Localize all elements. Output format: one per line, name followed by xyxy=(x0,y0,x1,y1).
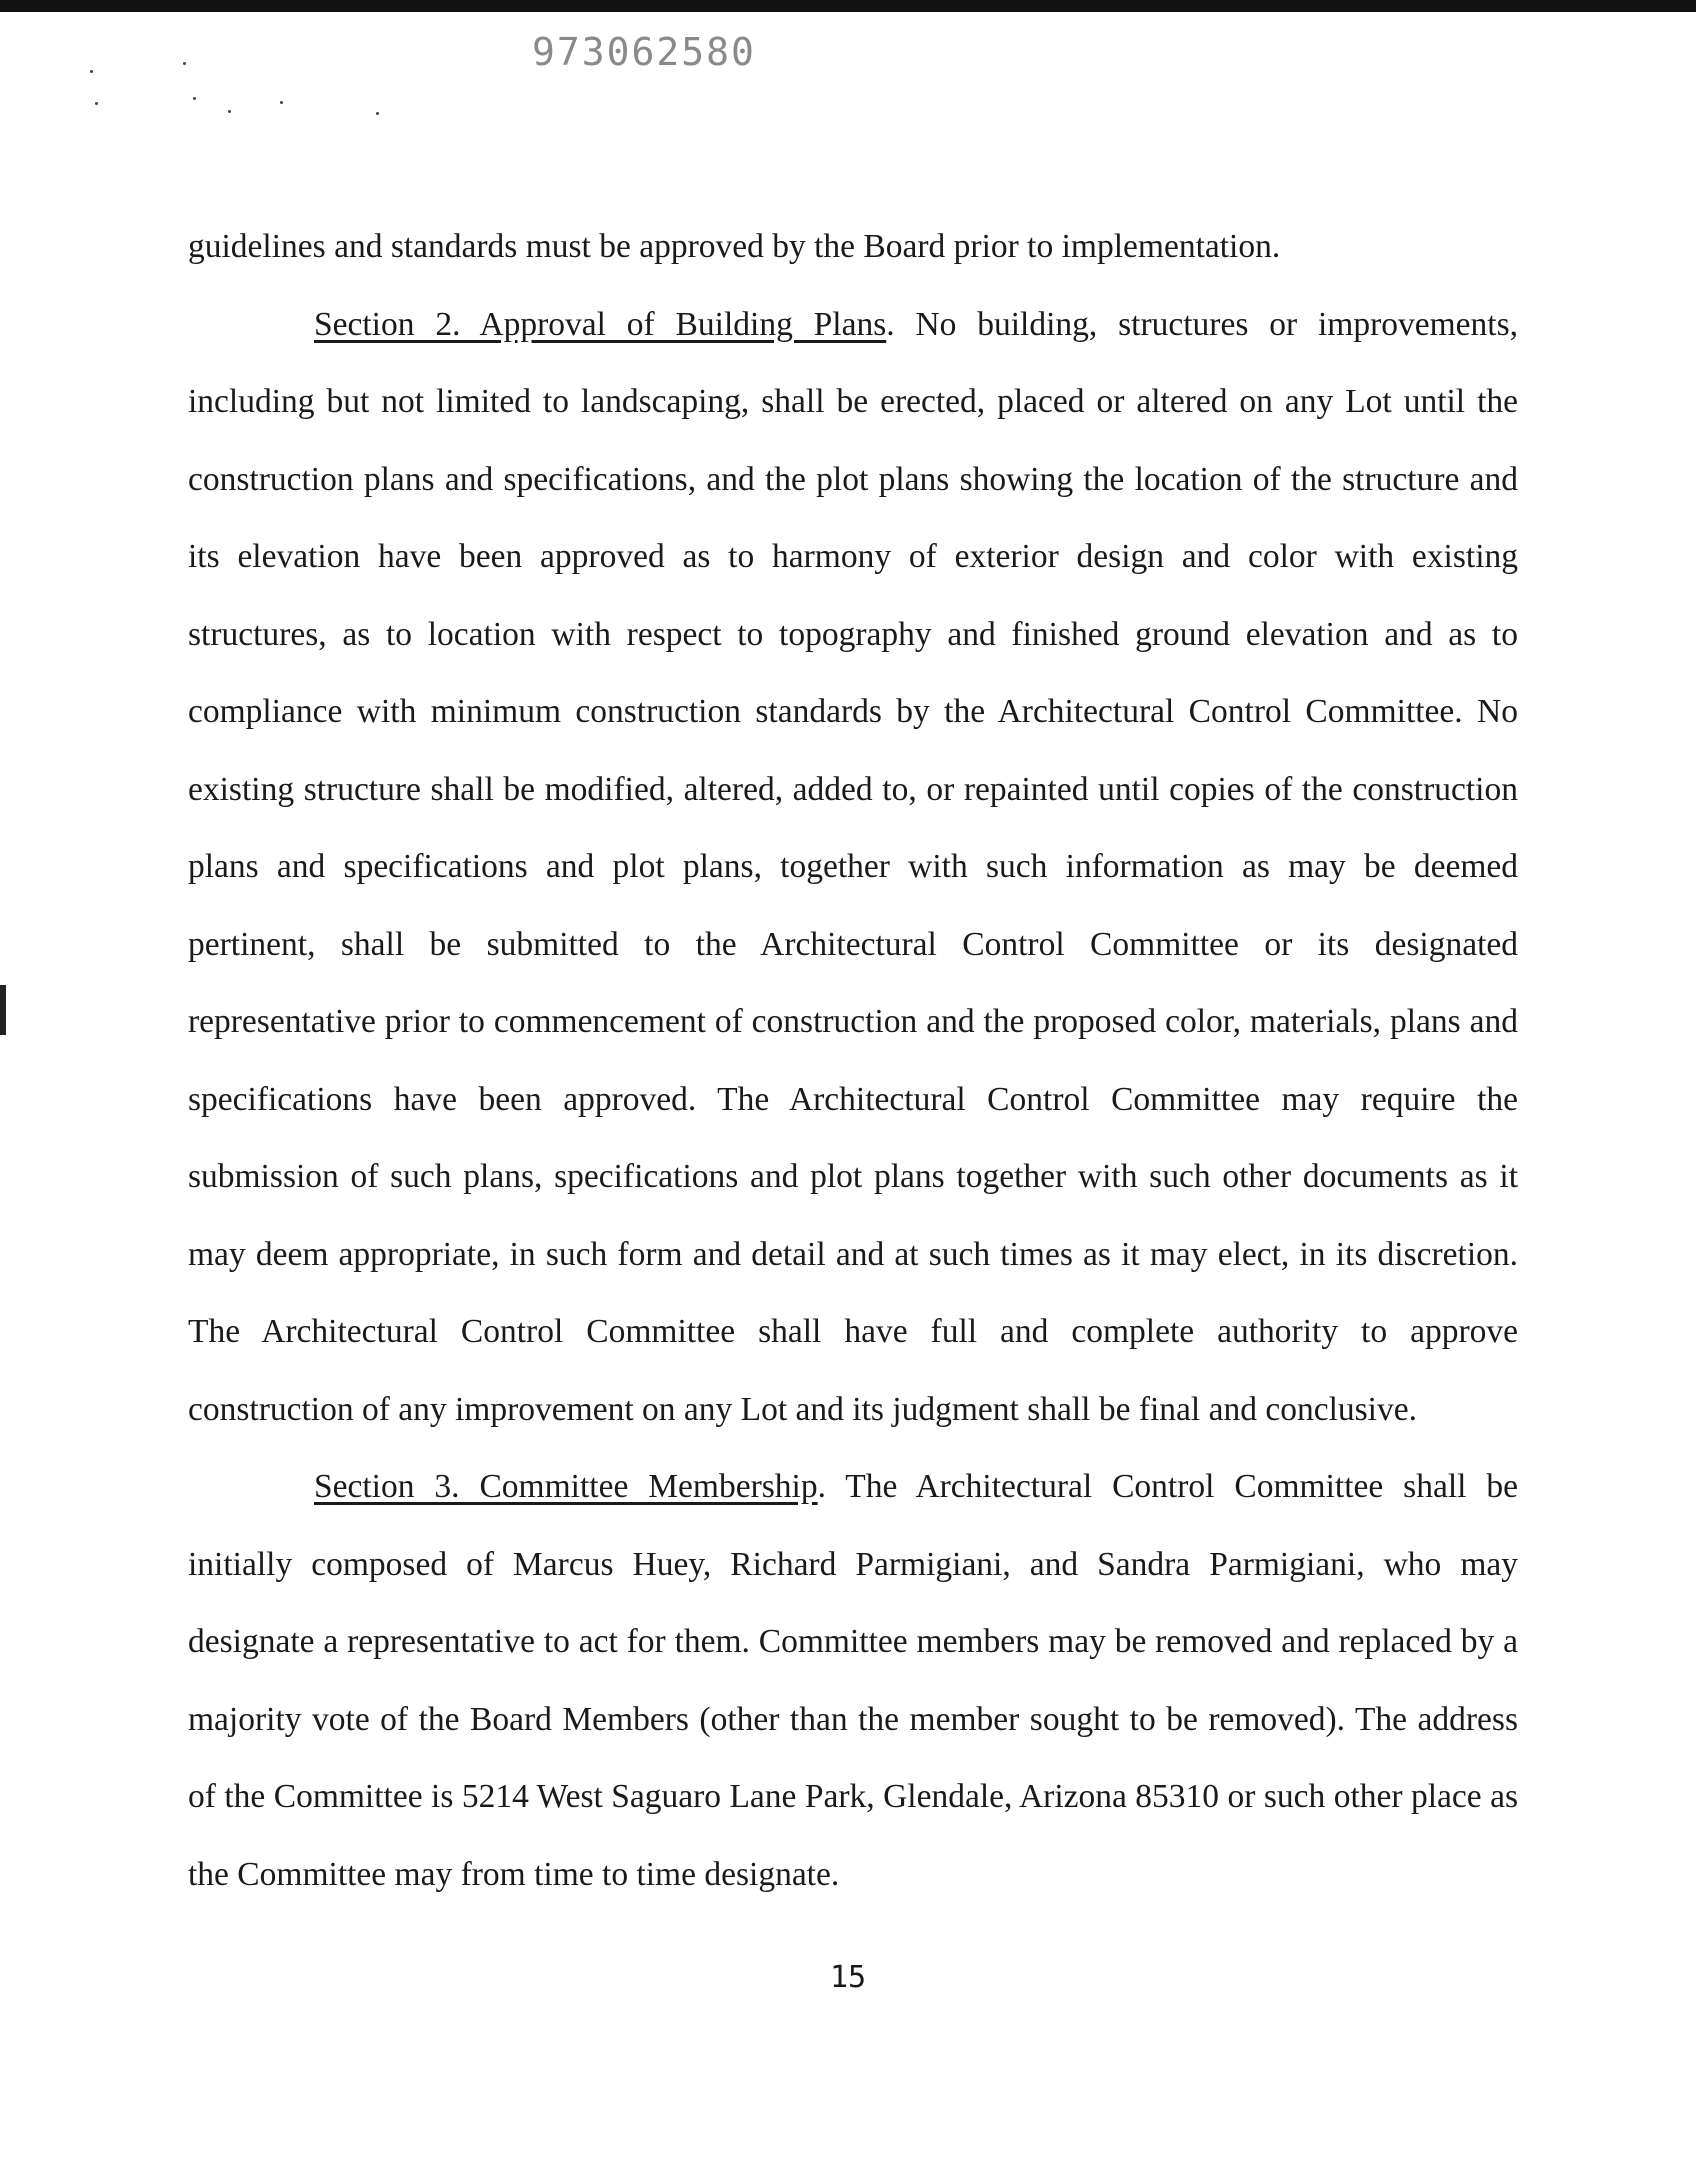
scan-speck xyxy=(193,97,196,100)
document-recording-number: 973062580 xyxy=(532,30,756,74)
continuation-text: guidelines and standards must be approved by the Board prior to implementation. xyxy=(188,228,1281,265)
section-2-heading: Section 2. Approval of Building Plans xyxy=(314,305,887,343)
scan-speck xyxy=(95,102,98,105)
document-body xyxy=(188,208,1518,1913)
scan-speck xyxy=(90,70,93,73)
section-2-body: . No building, structures or improvements, including but not limited to landscaping, shall be erected, placed or altered on any Lot until the construction plans and specifications, and the plot plans showing the location of the structure and its elevation have been approved as to harmony of exterior design and color with existing structures, as to location with respect to topography and finished ground elevation and as to compliance with minimum construction standards by the Architectural Control Committee. No existing structure shall be modified, altered, added to, or repainted until copies of the construction plans and specifications and plot plans, together with such information as may be deemed pertinent, shall be submitted to the Architectural Control Committee or its designated representative prior to commencement of construction and the proposed color, materials, plans and specifications have been approved. The Architectural Control Committee may require the submission of such plans, specifications and plot plans together with such other documents as it may deem appropriate, in such form and detail and at such times as it may elect, in its discretion. The Architectural Control Committee shall have full and complete authority to approve construction of any improvement on any Lot and its judgment shall be final and conclusive. xyxy=(188,305,1518,1428)
scan-speck xyxy=(228,110,231,113)
continuation-paragraph xyxy=(188,208,1518,286)
section-3-body: . The Architectural Control Committee shall be initially composed of Marcus Huey, Richard Parmigiani, and Sandra Parmigiani, who may designate a representative to act for them. Committee members may be removed and replaced by a majority vote of the Board Members (other than the member sought to be removed). The address of the Committee is 5214 West Saguaro Lane Park, Glendale, Arizona 85310 or such other place as the Committee may from time to time designate. xyxy=(188,1468,1518,1893)
scan-speck xyxy=(376,112,379,115)
scan-top-edge xyxy=(0,0,1696,12)
section-3-paragraph xyxy=(188,1448,1518,1913)
scan-speck xyxy=(183,62,186,65)
section-3-heading: Section 3. Committee Membership xyxy=(314,1468,818,1505)
scan-edge-mark xyxy=(0,985,6,1035)
page-number: 15 xyxy=(829,1960,867,1995)
section-2-paragraph xyxy=(188,286,1518,1449)
scan-speck xyxy=(280,101,283,104)
